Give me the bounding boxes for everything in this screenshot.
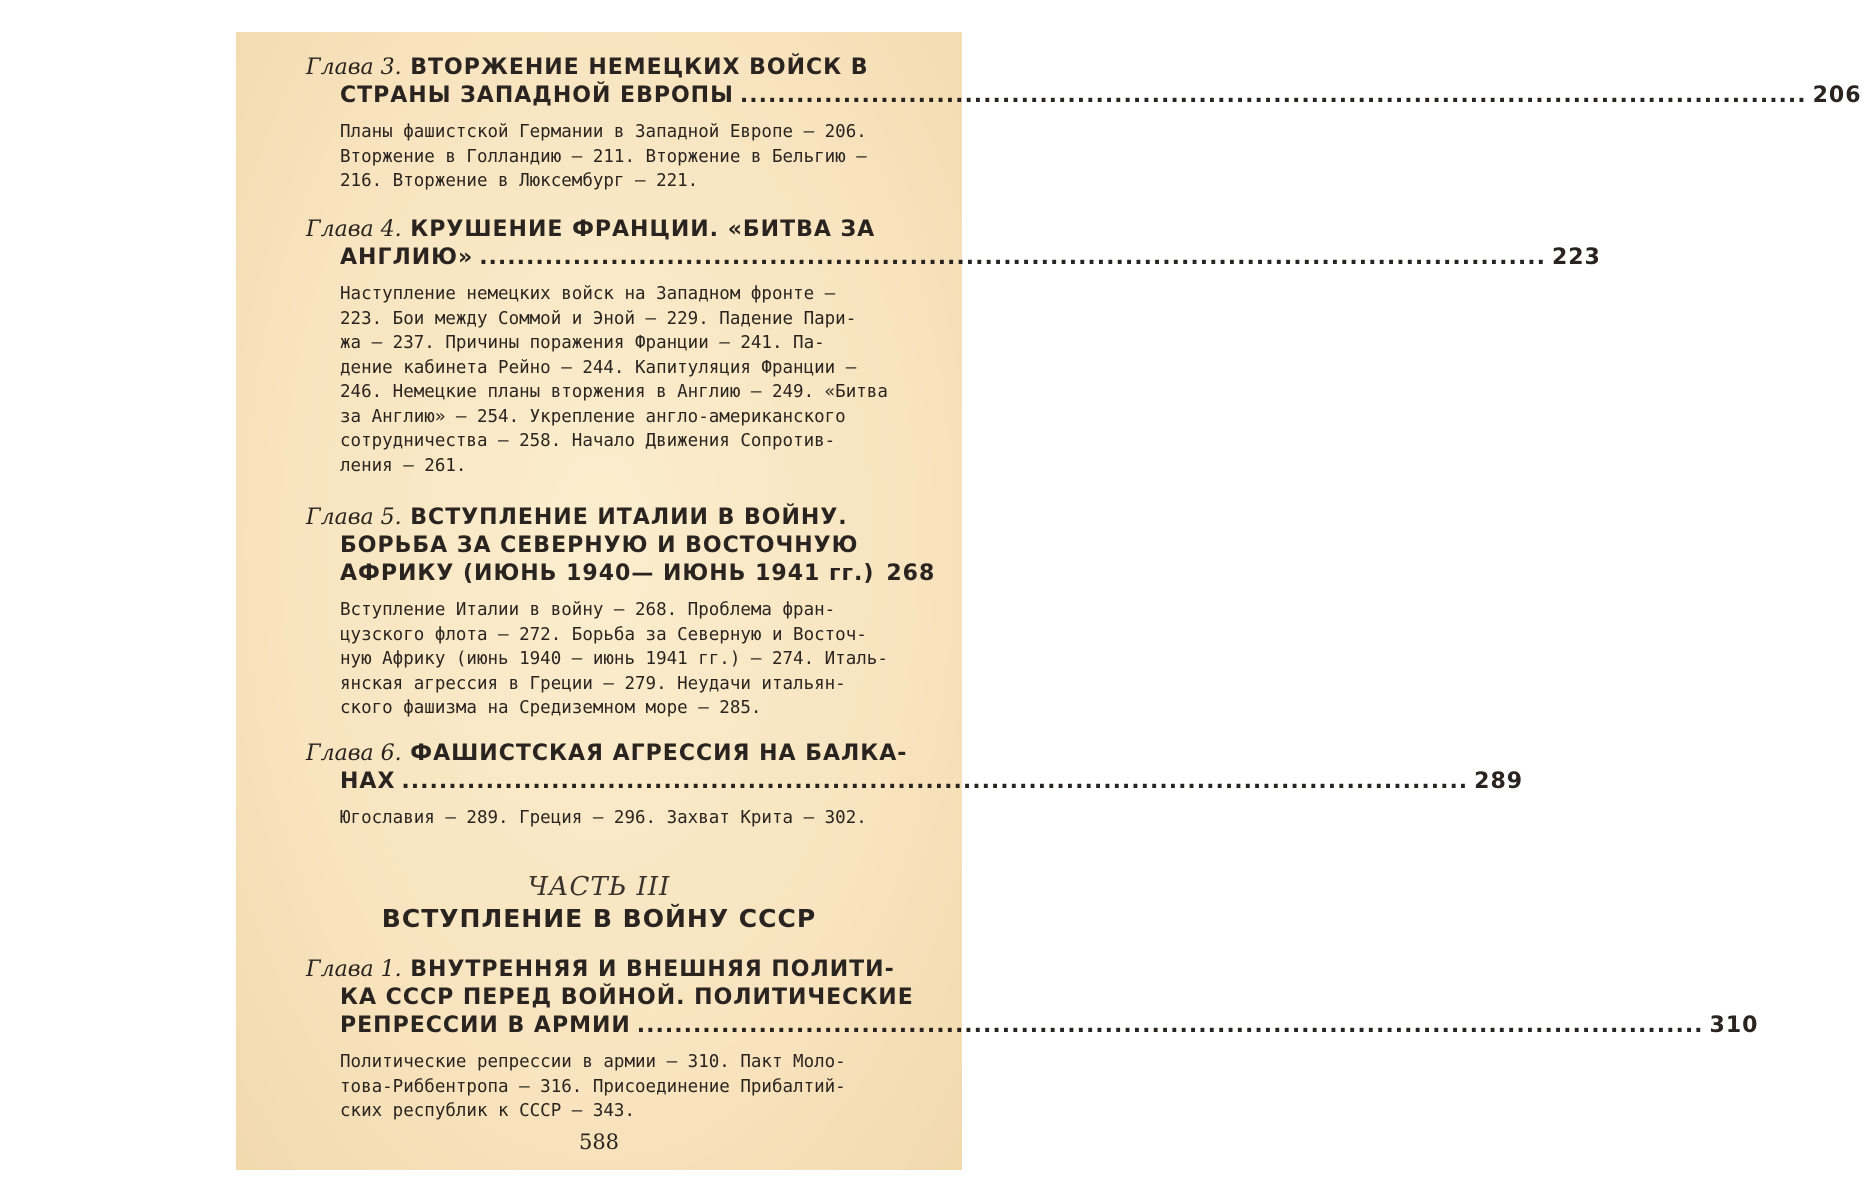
chapter-title-line: ВСТУПЛЕНИЕ ИТАЛИИ В ВОЙНУ.: [410, 505, 848, 530]
chapter-title-line: ФАШИСТСКАЯ АГРЕССИЯ НА БАЛКА-: [410, 741, 908, 766]
chapter-page-number: 268: [886, 561, 936, 586]
contents-line: сотрудничества — 258. Начало Движения Сопротив-: [340, 431, 836, 451]
dot-leader: [740, 82, 1807, 110]
chapter-label: Глава 5.: [306, 505, 402, 530]
chapter-contents: [306, 120, 926, 194]
chapter-title-leader-line: [306, 768, 1524, 796]
chapter-label: Глава 4.: [306, 217, 402, 242]
contents-line: Вступление Италии в войну — 268. Проблема фран-: [340, 600, 836, 620]
chapter-title-leader-line: [306, 82, 1862, 110]
chapter-title-line: СТРАНЫ ЗАПАДНОЙ ЕВРОПЫ: [340, 83, 734, 108]
contents-line: ских республик к СССР — 343.: [340, 1101, 636, 1121]
dot-leader: [479, 244, 1546, 272]
chapter-heading: [306, 956, 926, 984]
chapter-heading: [306, 740, 926, 768]
chapter-page-number: 289: [1474, 769, 1524, 794]
contents-line: Политические репрессии в армии — 310. Пакт Моло-: [340, 1052, 846, 1072]
chapter-contents: [306, 598, 926, 721]
toc-chapter-4: [306, 216, 1601, 478]
chapter-page-number: 223: [1551, 245, 1601, 270]
chapter-contents: [306, 806, 926, 831]
contents-line: ную Африку (июнь 1940 — июнь 1941 гг.) — 274. Италь-: [340, 649, 888, 669]
page-number: 588: [578, 1130, 620, 1154]
chapter-page-number: 310: [1709, 1013, 1759, 1038]
chapter-heading: [306, 54, 926, 82]
contents-line: това-Риббентропа — 316. Присоединение Прибалтий-: [340, 1076, 846, 1097]
chapter-title-line: КА СССР ПЕРЕД ВОЙНОЙ. ПОЛИТИЧЕСКИЕ: [340, 985, 914, 1010]
dot-leader: [637, 1012, 1704, 1040]
contents-line: янская агрессия в Греции — 279. Неудачи итальян-: [340, 673, 846, 694]
chapter-label: Глава 6.: [306, 741, 402, 766]
chapter-heading: [306, 504, 926, 532]
chapter-title-leader-line: [306, 560, 936, 588]
chapter-contents: [306, 282, 926, 478]
toc-part3-chapter-1: [306, 956, 1759, 1124]
contents-line: 246. Немецкие планы вторжения в Англию — 249. «Битва: [340, 382, 888, 402]
contents-line: Планы фашистской Германии в Западной Европе — 206.: [340, 122, 867, 142]
part-label: ЧАСТЬ III: [527, 872, 671, 902]
chapter-title-line: АНГЛИЮ»: [340, 245, 474, 270]
chapter-contents: [306, 1050, 926, 1124]
contents-line: Вторжение в Голландию — 211. Вторжение в Бельгию —: [340, 146, 867, 167]
chapter-page-number: 206: [1812, 83, 1862, 108]
toc-chapter-3: [306, 54, 1862, 194]
contents-line: цузского флота — 272. Борьба за Северную и Восточ-: [340, 624, 867, 645]
chapter-title-line: АФРИКУ (ИЮНЬ 1940— ИЮНЬ 1941 гг.): [340, 561, 875, 586]
contents-line: 216. Вторжение в Люксембург — 221.: [340, 171, 699, 191]
contents-line: Югославия — 289. Греция — 296. Захват Крита — 302.: [340, 808, 867, 828]
chapter-label: Глава 3.: [306, 55, 402, 80]
book-page: [236, 32, 1862, 1170]
toc-chapter-5: [306, 504, 936, 721]
contents-line: жа — 237. Причины поражения Франции — 241. Па-: [340, 333, 825, 353]
chapter-title-line: КРУШЕНИЕ ФРАНЦИИ. «БИТВА ЗА: [410, 217, 876, 242]
contents-line: ления — 261.: [340, 455, 467, 476]
chapter-title-leader-line: [306, 1012, 1759, 1040]
contents-line: ского фашизма на Средиземном море — 285.: [340, 698, 762, 718]
contents-line: 223. Бои между Соммой и Эной — 229. Падение Пари-: [340, 308, 857, 329]
chapter-title-line: ВТОРЖЕНИЕ НЕМЕЦКИХ ВОЙСК В: [410, 55, 869, 80]
chapter-label: Глава 1.: [306, 957, 402, 982]
dot-leader: [401, 768, 1468, 796]
contents-line: Наступление немецких войск на Западном фронте —: [340, 284, 836, 304]
chapter-title-line: ВНУТРЕННЯЯ И ВНЕШНЯЯ ПОЛИТИ-: [410, 957, 895, 982]
chapter-heading: [306, 216, 926, 244]
chapter-title-line: БОРЬБА ЗА СЕВЕРНУЮ И ВОСТОЧНУЮ: [340, 533, 859, 558]
chapter-title-leader-line: [306, 244, 1601, 272]
part-title: ВСТУПЛЕНИЕ В ВОЙНУ СССР: [381, 904, 817, 933]
chapter-title-line: НАХ: [340, 769, 396, 794]
toc-chapter-6: [306, 740, 1524, 831]
contents-line: за Англию» — 254. Укрепление англо-американского: [340, 406, 846, 427]
chapter-title-line: РЕПРЕССИИ В АРМИИ: [340, 1013, 631, 1038]
contents-line: дение кабинета Рейно — 244. Капитуляция Франции —: [340, 357, 857, 378]
